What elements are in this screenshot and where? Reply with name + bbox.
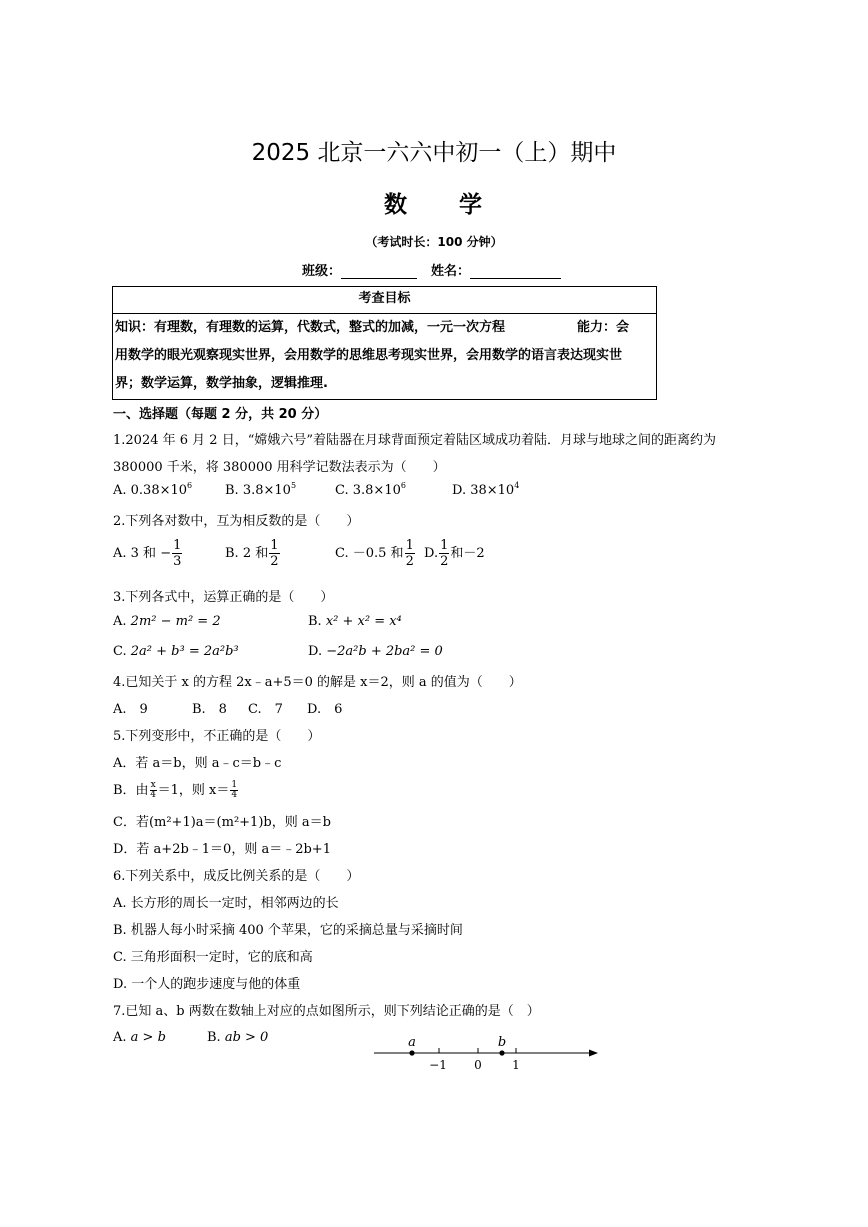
q7-option-b: B. ab > 0: [207, 1030, 269, 1045]
exam-duration: （考试时长：100 分钟）: [365, 235, 503, 249]
q3-stem: 3.下列各式中，运算正确的是（ ）: [113, 590, 334, 605]
q1-option-a: A. $0.38\times 10^6$: [113, 481, 193, 498]
goals-line-3: 界；数学运算，数学抽象，逻辑推理.: [115, 376, 328, 391]
q1-stem-line1: 1.2024 年 6 月 2 日，“嫦娥六号”着陆器在月球背面预定着陆区域成功着陆．月球与地球之间的距离约为: [113, 433, 716, 448]
q6-option-c: C. 三角形面积一定时，它的底和高: [113, 950, 313, 965]
q3-option-a: A. 2m² − m² = 2: [113, 614, 221, 629]
q2-stem: 2.下列各对数中，互为相反数的是（ ）: [113, 514, 360, 529]
goals-body: [113, 314, 656, 398]
q2-option-a: A. 3 和 − $\frac{1}{3}$: [113, 538, 182, 569]
assessment-goals-box: [112, 286, 657, 400]
tick-label-one: 1: [512, 1058, 520, 1072]
goals-knowledge: 知识：有理数，有理数的运算，代数式，整式的加减，一元一次方程: [115, 320, 506, 335]
q5-option-b: B．由 $\frac{x}{4}$ ＝1，则 x＝ $\frac{1}{4}$: [113, 780, 238, 800]
point-a: [409, 1050, 414, 1055]
q5-option-a: A．若 a＝b，则 a﹣c＝b﹣c: [113, 756, 282, 771]
name-label: 姓名：: [431, 264, 471, 279]
q2-option-b: B. 2 和 $\frac{1}{2}$: [225, 538, 279, 569]
q4-stem: 4.已知关于 x 的方程 2x﹣a+5＝0 的解是 x＝2，则 a 的值为（ ）: [113, 675, 522, 690]
q7-stem: 7.已知 a、b 两数在数轴上对应的点如图所示，则下列结论正确的是（ ）: [113, 1004, 540, 1019]
goals-ability: 能力：会: [577, 320, 630, 335]
number-line-figure: [370, 1032, 602, 1074]
label-a: a: [408, 1035, 416, 1050]
q1-option-d: D. $38\times 10^4$: [452, 481, 520, 498]
q1-option-c: C. $3.8\times 10^6$: [335, 481, 406, 498]
q3-option-d: D. −2a²b + 2ba² = 0: [308, 644, 443, 659]
name-blank: [470, 265, 561, 279]
q1-stem-line2: 380000 千米，将 380000 用科学记数法表示为（ ）: [113, 460, 446, 475]
label-b: b: [497, 1035, 507, 1050]
section-heading: 一、选择题（每题 2 分，共 20 分）: [113, 407, 328, 422]
q2-option-d: D. $\frac{1}{2}$ 和－2: [424, 538, 485, 569]
q6-option-d: D. 一个人的跑步速度与他的体重: [113, 977, 301, 992]
subject-title: [0, 186, 868, 219]
goals-line-2: 用数学的眼光观察现实世界，会用数学的思维思考现实世界，会用数学的语言表达现实世: [115, 348, 623, 363]
q1-option-b: B. $3.8\times 10^5$: [225, 481, 297, 498]
q4-option-d: D. 6: [307, 702, 343, 717]
goals-heading: 考查目标: [113, 287, 656, 314]
q6-option-b: B. 机器人每小时采摘 400 个苹果，它的采摘总量与采摘时间: [113, 923, 463, 938]
q4-option-c: C. 7: [248, 702, 283, 717]
student-info-line: [302, 260, 561, 279]
q2-option-c: C. －0.5 和 $\frac{1}{2}$: [335, 538, 414, 569]
point-b: [499, 1050, 504, 1055]
q3-option-b: B. x² + x² = x⁴: [308, 614, 402, 629]
class-label: 班级：: [302, 264, 342, 279]
subject-char-1: 数: [384, 192, 409, 218]
page-title: 2025 北京一六六中初一（上）期中: [251, 140, 617, 166]
goals-line-1: [115, 314, 654, 342]
tick-label-neg1: −1: [429, 1058, 447, 1072]
q4-option-a: A. 9: [113, 702, 148, 717]
q6-option-a: A. 长方形的周长一定时，相邻两边的长: [113, 896, 339, 911]
class-blank: [341, 265, 417, 279]
q5-option-c: C．若(m²+1)a＝(m²+1)b，则 a＝b: [113, 815, 331, 830]
q6-stem: 6.下列关系中，成反比例关系的是（ ）: [113, 869, 360, 884]
subject-char-2: 学: [459, 192, 484, 218]
number-line-arrow-icon: [589, 1050, 598, 1057]
q7-option-a: A. a > b: [113, 1030, 166, 1045]
q5-option-d: D．若 a+2b﹣1＝0，则 a＝﹣2b+1: [113, 842, 331, 857]
q3-option-c: C. 2a² + b³ = 2a²b³: [113, 644, 239, 659]
q5-stem: 5.下列变形中，不正确的是（ ）: [113, 729, 321, 744]
q4-option-b: B. 8: [192, 702, 227, 717]
tick-label-zero: 0: [474, 1058, 482, 1072]
